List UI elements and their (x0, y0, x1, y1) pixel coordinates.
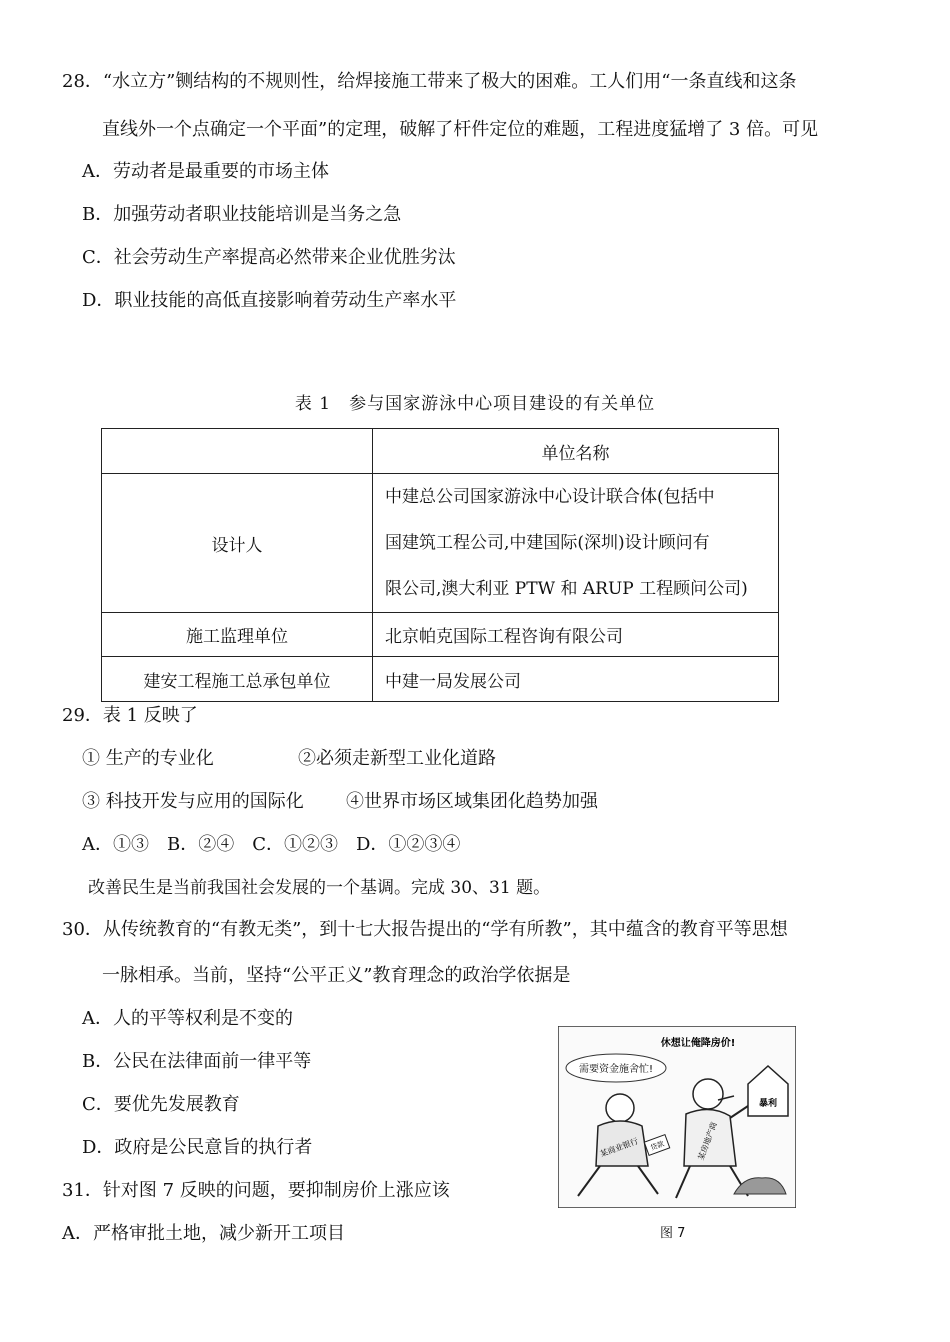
q31-option-a: A．严格审批土地，减少新开工项目 (62, 1223, 345, 1244)
q29-stem: 29．表 1 反映了 (62, 705, 198, 726)
table1-role-contractor: 建安工程施工总承包单位 (102, 657, 373, 702)
loan-label: 贷款 (649, 1139, 666, 1153)
table1-role-designer: 设计人 (102, 474, 373, 613)
table1-row-supervisor (102, 613, 779, 657)
table1-header-empty (102, 429, 373, 474)
bank-head (606, 1094, 634, 1122)
table1-unit-designer-line1: 中建总公司国家游泳中心设计联合体(包括中 (385, 487, 715, 507)
bubble-left-text: 需要资金施舍忙! (578, 1064, 654, 1075)
q28-option-a: A．劳动者是最重要的市场主体 (82, 161, 329, 182)
profit-label: 暴利 (758, 1099, 778, 1109)
q28-option-c: C．社会劳动生产率提高必然带来企业优胜劣汰 (82, 247, 456, 268)
q29-item-1: ① 生产的专业化 (82, 748, 214, 769)
table1-row-designer (102, 474, 779, 613)
figure7-cartoon (558, 1026, 796, 1208)
q29-options: A．①③ B．②④ C．①②③ D．①②③④ (82, 834, 461, 855)
q28-stem-line1: 28．“水立方”铡结构的不规则性，给焊接施工带来了极大的困难。工人们用“一条直线和这条 (62, 71, 797, 92)
q28-option-b: B．加强劳动者职业技能培训是当务之急 (82, 204, 402, 225)
developer-head (693, 1079, 723, 1109)
table1-unit-supervisor: 北京帕克国际工程咨询有限公司 (373, 613, 779, 657)
q29-item-2: ②必须走新型工业化道路 (298, 748, 496, 769)
bubble-right-text: 休想让俺降房价! (660, 1038, 736, 1049)
table1-header-row (102, 429, 779, 474)
table1 (101, 428, 779, 702)
table1-unit-designer-line2: 国建筑工程公司,中建国际(深圳)设计顾问有 (385, 533, 710, 553)
q30-stem-line2: 一脉相承。当前，坚持“公平正义”教育理念的政治学依据是 (102, 965, 571, 986)
table1-header-unit-name: 单位名称 (373, 429, 779, 474)
q28-option-d: D．职业技能的高低直接影响着劳动生产率水平 (82, 290, 457, 311)
table1-role-supervisor: 施工监理单位 (102, 613, 373, 657)
q28-stem-line2: 直线外一个点确定一个平面”的定理，破解了杆件定位的难题，工程进度猛增了 3 倍。可见 (102, 119, 819, 140)
intro-30-31: 改善民生是当前我国社会发展的一个基调。完成 30、31 题。 (88, 878, 551, 898)
q30-option-b: B．公民在法律面前一律平等 (82, 1051, 312, 1072)
q29-item-4: ④世界市场区域集团化趋势加强 (346, 791, 598, 812)
table1-row-contractor (102, 657, 779, 702)
table1-unit-contractor: 中建一局发展公司 (373, 657, 779, 702)
q30-stem-line1: 30．从传统教育的“有教无类”，到十七大报告提出的“学有所教”，其中蕴含的教育平等思想 (62, 919, 788, 940)
q30-option-a: A．人的平等权利是不变的 (82, 1008, 293, 1029)
developer-label: 某房地产商 (696, 1120, 719, 1162)
figure7-caption: 图 7 (660, 1226, 686, 1241)
q29-item-3: ③ 科技开发与应用的国际化 (82, 791, 304, 812)
bank-label: 某商业银行 (598, 1136, 640, 1159)
table1-title: 表 1 参与国家游泳中心项目建设的有关单位 (294, 394, 656, 414)
q30-option-d: D．政府是公民意旨的执行者 (82, 1137, 313, 1158)
table1-unit-designer (373, 474, 779, 613)
q31-stem: 31．针对图 7 反映的问题，要抑制房价上涨应该 (62, 1180, 450, 1201)
q30-option-c: C．要优先发展教育 (82, 1094, 240, 1115)
table1-unit-designer-line3: 限公司,澳大利亚 PTW 和 ARUP 工程顾问公司) (385, 579, 748, 599)
